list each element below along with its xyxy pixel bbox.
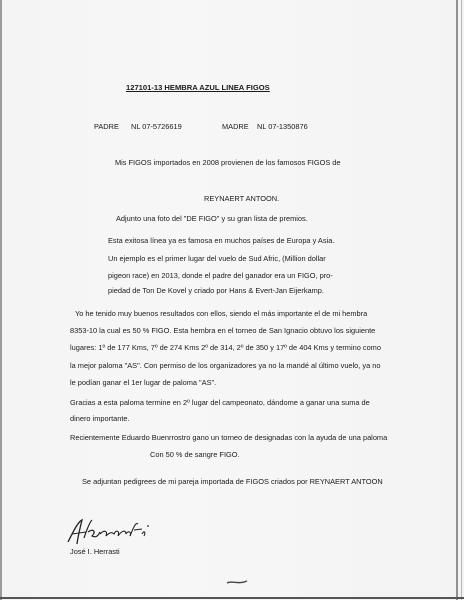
padre-ring-number: NL 07-5726619 xyxy=(131,122,182,131)
scan-edge-left xyxy=(0,0,2,600)
body-line-10: lugares: 1º de 177 Kms, 7º de 274 Kms 2º de 314, 2º de 350 y 17º de 404 Kms y termino como xyxy=(70,343,381,352)
body-line-6: pigeon race) en 2013, donde el padre del ganador era un FIGO, pro- xyxy=(108,271,333,280)
handwritten-signature xyxy=(64,516,164,548)
body-line-4: Esta exitosa línea ya es famosa en muchos países de Europa y Asia. xyxy=(108,236,335,245)
signer-name: José I. Herrasti xyxy=(70,547,120,556)
body-line-2: REYNAERT ANTOON. xyxy=(204,194,280,203)
body-line-14: dinero importante. xyxy=(70,414,130,423)
body-line-5: Un ejemplo es el primer lugar del vuelo de Sud Afric, (Million dollar xyxy=(108,254,326,263)
body-line-13: Gracias a esta paloma termine en 2º lugar del campeonato, dándome a ganar una suma de xyxy=(70,398,370,407)
body-line-8: Yo he tenido muy buenos resultados con ellos, siendo el más importante el de mi hembra xyxy=(75,309,368,318)
padre-label: PADRE xyxy=(94,122,119,131)
body-line-7: piedad de Ton De Kovel y criado por Hans & Evert-Jan Eijerkamp. xyxy=(108,286,324,295)
body-line-16: Con 50 % de sangre FIGO. xyxy=(150,450,240,459)
body-line-1: Mis FIGOS importados en 2008 provienen de los famosos FIGOS de xyxy=(115,158,341,167)
scan-edge-bottom xyxy=(0,597,464,599)
body-line-15: Recientemente Eduardo Buenrrostro gano un torneo de designadas con la ayuda de una paloma xyxy=(70,433,388,442)
body-line-11: la mejor paloma "AS". Con permiso de los organizadores ya no la mandé al último vuelo, ya no xyxy=(70,361,381,370)
document-title: 127101-13 HEMBRA AZUL LINEA FIGOS xyxy=(126,83,270,92)
scan-edge-right-shadow xyxy=(461,0,462,600)
madre-ring-number: NL 07-1350876 xyxy=(257,122,308,131)
body-line-12: le podían ganar el 1er lugar de paloma "AS". xyxy=(70,378,217,387)
body-line-3: Adjunto una foto del "DE FIGO" y su gran lista de premios. xyxy=(116,214,308,223)
body-line-9: 8353-10 la cual es 50 % FIGO. Esta hembra en el torneo de San Ignacio obtuvo los siguiente xyxy=(70,326,376,335)
madre-label: MADRE xyxy=(222,122,249,131)
scan-smudge-mark xyxy=(226,578,248,586)
scan-edge-right xyxy=(456,0,458,600)
body-line-17: Se adjuntan pedigrees de mi pareja importada de FIGOS criados por REYNAERT ANTOON xyxy=(82,477,383,486)
